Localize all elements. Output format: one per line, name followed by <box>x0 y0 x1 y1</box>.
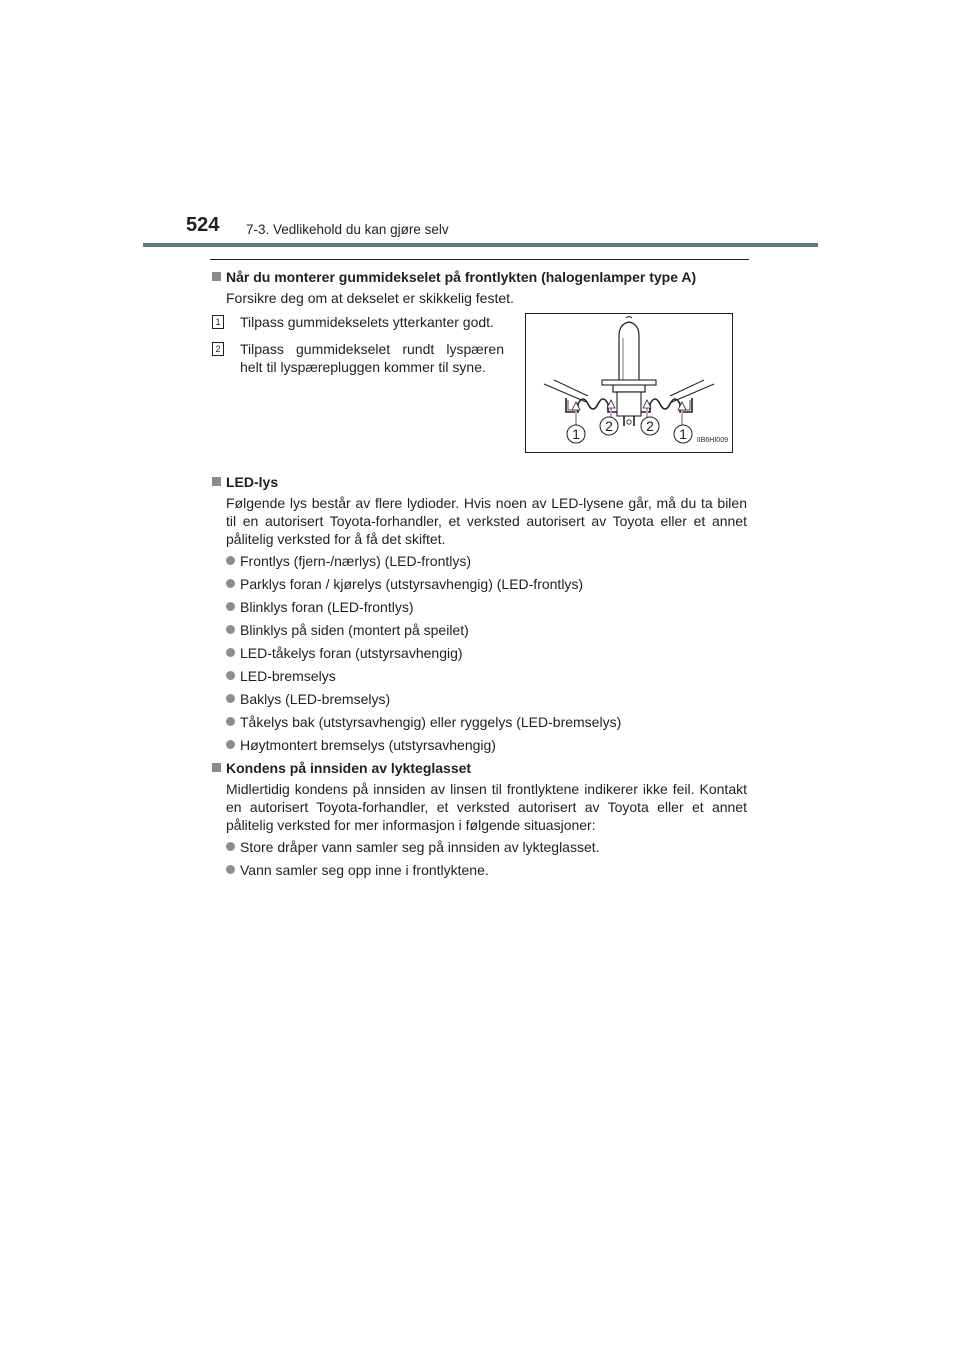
round-bullet-icon <box>226 865 235 874</box>
round-bullet-icon <box>226 694 235 703</box>
page-number: 524 <box>186 214 220 236</box>
square-bullet-icon <box>212 477 221 486</box>
list-item <box>226 713 747 731</box>
section-condensation <box>212 759 747 879</box>
list-item-text: Store dråper vann samler seg på innsiden av lykteglasset. <box>240 839 600 855</box>
step-item <box>212 313 504 331</box>
list-item-text: LED-tåkelys foran (utstyrsavhengig) <box>240 645 463 661</box>
list-item <box>226 667 747 685</box>
list-item <box>226 621 747 639</box>
section-body: Følgende lys består av flere lydioder. Hvis noen av LED-lysene går, må du ta bilen til en autorisert Toyota-forhandler, et verksted autorisert av Toyota eller et annet pålitelig verksted for å få det skiftet. <box>226 495 747 547</box>
list-item <box>226 861 747 879</box>
callout-label: 2 <box>646 418 654 434</box>
round-bullet-icon <box>226 717 235 726</box>
list-item <box>226 598 747 616</box>
round-bullet-icon <box>226 740 235 749</box>
round-bullet-icon <box>226 842 235 851</box>
bulb-glass-icon <box>619 322 639 386</box>
list-item-text: Blinklys på siden (montert på speilet) <box>240 622 469 638</box>
heading-text: Kondens på innsiden av lykteglasset <box>226 760 472 776</box>
list-item-text: Tåkelys bak (utstyrsavhengig) eller ryggelys (LED-bremselys) <box>240 714 622 730</box>
heading-text: LED-lys <box>226 474 279 490</box>
step-number-badge: 2 <box>212 342 224 356</box>
chapter-title: 7-3. Vedlikehold du kan gjøre selv <box>246 222 449 237</box>
step-text: Tilpass gummidekselet rundt lyspæren helt til lyspærepluggen kommer til syne. <box>240 341 504 375</box>
section-heading <box>212 473 747 491</box>
list-item <box>226 575 747 593</box>
section-divider <box>210 259 749 260</box>
callout-label: 2 <box>605 418 613 434</box>
callout-label: 1 <box>572 426 580 442</box>
list-item-text: Vann samler seg opp inne i frontlyktene. <box>240 862 489 878</box>
list-item <box>226 552 747 570</box>
list-item <box>226 838 747 856</box>
round-bullet-icon <box>226 625 235 634</box>
list-item <box>226 736 747 754</box>
list-item-text: LED-bremselys <box>240 668 336 684</box>
step-number-badge: 1 <box>212 315 224 329</box>
round-bullet-icon <box>226 602 235 611</box>
round-bullet-icon <box>226 648 235 657</box>
section-heading <box>212 759 747 777</box>
round-bullet-icon <box>226 579 235 588</box>
list-item-text: Parklys foran / kjørelys (utstyrsavhengig) (LED-frontlys) <box>240 576 584 592</box>
header-rule <box>143 243 818 247</box>
step-item <box>212 340 504 376</box>
list-item-text: Frontlys (fjern-/nærlys) (LED-frontlys) <box>240 553 472 569</box>
page-content <box>212 266 747 884</box>
list-item-text: Blinklys foran (LED-frontlys) <box>240 599 414 615</box>
bulb-rubber-cover-figure <box>525 313 733 453</box>
bullet-list <box>212 838 747 879</box>
callout-label: 1 <box>679 426 687 442</box>
step-list <box>212 313 504 385</box>
round-bullet-icon <box>226 671 235 680</box>
figure-code: IIB6HI009 <box>696 437 728 444</box>
round-bullet-icon <box>226 556 235 565</box>
square-bullet-icon <box>212 272 221 281</box>
section-rubber-cover <box>212 268 747 471</box>
step-text: Tilpass gummidekselets ytterkanter godt. <box>240 314 494 330</box>
section-led-lights <box>212 473 747 754</box>
list-item-text: Høytmontert bremselys (utstyrsavhengig) <box>240 737 496 753</box>
list-item <box>226 644 747 662</box>
list-item <box>226 690 747 708</box>
heading-text: Når du monterer gummidekselet på frontlykten (halogenlamper type A) <box>226 269 697 285</box>
square-bullet-icon <box>212 763 221 772</box>
section-heading <box>212 268 747 286</box>
bullet-list <box>212 552 747 754</box>
section-intro: Forsikre deg om at dekselet er skikkelig festet. <box>226 290 514 306</box>
list-item-text: Baklys (LED-bremselys) <box>240 691 391 707</box>
steps-and-figure <box>212 313 747 471</box>
section-body: Midlertidig kondens på innsiden av linsen til frontlyktene indikerer ikke feil. Kontakt en autorisert Toyota-forhandler, et verksted autorisert av Toyota eller et annet pålitelig verksted for mer informasjon i følgende situasjoner: <box>226 781 747 833</box>
